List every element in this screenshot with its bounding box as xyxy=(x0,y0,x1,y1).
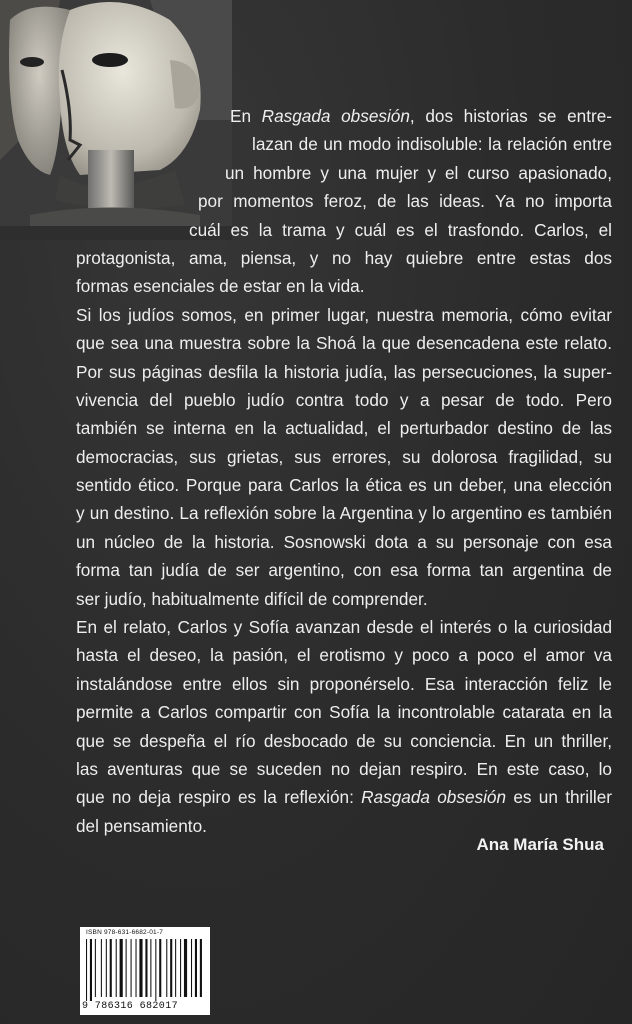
blurb-line xyxy=(76,499,612,527)
barcode-bar xyxy=(110,939,112,997)
barcode-bar xyxy=(184,939,187,997)
blurb-text xyxy=(76,102,612,840)
blurb-line xyxy=(76,187,612,215)
blurb-text-run: , dos historias se entre- xyxy=(409,106,612,126)
barcode-bar xyxy=(106,939,107,997)
blurb-text-run: democracias, sus grietas, sus errores, su dolorosa fragilidad, su xyxy=(76,446,612,467)
barcode-bar xyxy=(120,939,123,997)
blurb-line xyxy=(76,727,612,755)
blurb-text-run: que no deja respiro es la reflexión: xyxy=(76,787,362,808)
barcode-icon xyxy=(84,939,206,1001)
blurb-text-run: En xyxy=(230,106,262,126)
blurb-line xyxy=(76,414,612,442)
blurb-line xyxy=(76,755,612,783)
barcode-bar xyxy=(180,939,181,997)
blurb-text-run: protagonista, ama, piensa, y no hay quiebre entre estas dos xyxy=(76,247,612,268)
isbn-label: ISBN 978-631-6682-01-7 xyxy=(86,929,164,936)
blurb-text-run: sentido ético. Porque para Carlos la ética es un deber, una elección xyxy=(76,475,612,496)
barcode-bar xyxy=(90,939,92,1001)
barcode-bar xyxy=(139,939,142,997)
blurb-line xyxy=(76,670,612,698)
blurb-text-run: que se despeña el río desbocado de su conciencia. En un thriller, xyxy=(76,730,612,751)
blurb-text-run: las aventuras que se suceden no dejan respiro. En este caso, lo xyxy=(76,758,612,779)
blurb-text-run: que sea una muestra sobre la Shoá la que desencadena este relato. xyxy=(76,333,612,354)
blurb-line xyxy=(76,244,612,272)
blurb-text-run: hasta el deseo, la pasión, el erotismo y poco a poco el amor va xyxy=(76,645,612,666)
blurb-text-run: Si los judíos somos, en primer lugar, nuestra memoria, cómo evitar xyxy=(76,304,612,325)
blurb-line xyxy=(76,301,612,329)
blurb-line xyxy=(76,159,612,187)
blurb-text-run: instalándose entre ellos sin proponérselo. Esa interacción feliz le xyxy=(76,673,612,694)
blurb-text-run: permite a Carlos compartir con Sofía la incontrolable catarata en la xyxy=(76,702,612,723)
barcode-bar xyxy=(86,939,87,1001)
blurb-line xyxy=(76,329,612,357)
barcode-bar xyxy=(195,939,197,997)
blurb-text-run: ser judío, habitualmente difícil de comprender. xyxy=(76,588,428,609)
blurb-text-run: un núcleo de la historia. Sosnowski dota a su personaje con esa xyxy=(76,531,612,552)
blurb-line xyxy=(76,585,612,613)
barcode-bar xyxy=(200,939,202,997)
blurb-line xyxy=(76,556,612,584)
barcode-bar xyxy=(175,939,176,997)
barcode-bar xyxy=(166,939,167,997)
blurb-line xyxy=(76,698,612,726)
barcode-bar xyxy=(191,939,192,997)
barcode-bar xyxy=(95,939,96,997)
blurb-text-run: formas esenciales de estar en la vida. xyxy=(76,276,365,297)
author-name: Ana María Shua xyxy=(476,835,604,854)
blurb-text-run: es un thriller xyxy=(506,787,612,808)
blurb-text-run: un hombre y una mujer y el curso apasionado, xyxy=(225,162,612,183)
blurb-text-run: del pensamiento. xyxy=(76,815,207,836)
barcode-bar xyxy=(145,939,147,997)
blurb-line xyxy=(76,783,612,811)
book-title-italic: Rasgada obsesión xyxy=(261,106,410,126)
barcode-bar xyxy=(131,939,132,997)
blurb-text-run: cuál es la trama y cuál es el trasfondo. Carlos, el xyxy=(189,219,612,240)
blurb-text-run: y un destino. La reflexión sobre la Argentina y lo argentino es también xyxy=(76,503,612,524)
blurb-line xyxy=(76,358,612,386)
blurb-text-run: lazan de un modo indisoluble: la relación entre xyxy=(252,134,612,155)
barcode-bar xyxy=(150,939,151,997)
blurb-text-run: vivencia del pueblo judío contra todo y a pesar de todo. Pero xyxy=(76,389,612,410)
blurb-line xyxy=(76,528,612,556)
blurb-line xyxy=(76,272,612,300)
blurb-line xyxy=(76,130,612,158)
barcode-bar xyxy=(101,939,102,997)
blurb-text-run: Por sus páginas desfila la historia judía, las persecuciones, la super- xyxy=(76,361,612,382)
blurb-line xyxy=(76,613,612,641)
blurb-text-run: forma tan judía de ser argentino, con esa forma tan argentina de xyxy=(76,560,612,581)
blurb-line xyxy=(76,443,612,471)
barcode-digits: 9 786316 682017 xyxy=(82,1001,179,1012)
barcode-bar xyxy=(170,939,172,997)
barcode-bar xyxy=(155,939,156,1001)
blurb-text-run: por momentos feroz, de las ideas. Ya no importa xyxy=(198,191,612,212)
isbn-barcode xyxy=(80,927,210,1015)
blurb-line xyxy=(76,216,612,244)
barcode-bar xyxy=(126,939,127,997)
blurb-line xyxy=(76,102,612,130)
barcode-bar xyxy=(159,939,161,997)
blurb-line xyxy=(76,471,612,499)
barcode-bar xyxy=(116,939,117,997)
barcode-bar xyxy=(136,939,137,997)
blurb-line xyxy=(76,641,612,669)
blurb-text-run: también se interna en la actualidad, el perturbador destino de las xyxy=(76,418,612,439)
blurb-line xyxy=(76,386,612,414)
book-title-italic: Rasgada obsesión xyxy=(361,787,507,808)
blurb-text-run: En el relato, Carlos y Sofía avanzan desde el interés o la curiosidad xyxy=(76,617,612,638)
